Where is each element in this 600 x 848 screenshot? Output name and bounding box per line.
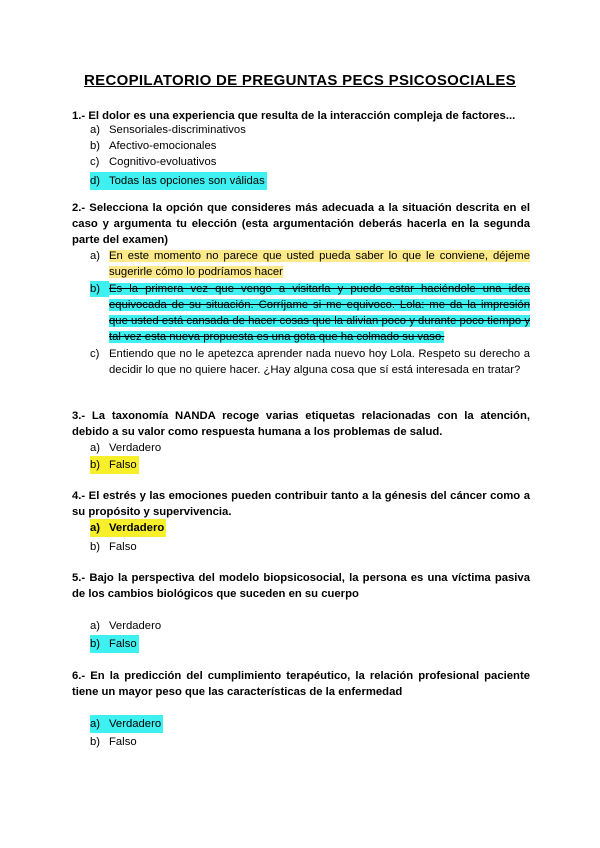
option-1b: b) Afectivo-emocionales <box>90 140 217 152</box>
option-4b: b) Falso <box>90 541 137 553</box>
answer-highlight: b) Falso <box>90 635 139 653</box>
option-1c: c) Cognitivo-evoluativos <box>90 156 217 168</box>
option-2c: c) Entiendo que no le apetezca aprender nada nuevo hoy Lola. Respeto su derecho a decidir lo que no quiere hacer. ¿Hay alguna cosa que sí está interesada en tratar? <box>90 348 530 376</box>
partial-highlight: En este momento no parece que usted pueda saber lo que le conviene, déjeme sugerirle cómo lo podríamos hacer <box>109 250 530 278</box>
answer-highlight: Es la primera vez que vengo a visitarla y puedo estar haciéndole una idea equivocada de su situación. Corríjame si me equivoco. Lola: me da la impresión que usted está cansada de hacer cosas que la alivian poco y durante poco tiempo y tal vez esta nueva propuesta es una gota que ha colmado su vaso. <box>109 283 530 343</box>
question-1-options <box>90 122 530 190</box>
question-6: 6.- En la predicción del cumplimiento terapéutico, la relación profesional paciente tiene un mayor peso que las características de la enfermedad <box>72 670 530 698</box>
option-1a: a) Sensoriales-discriminativos <box>90 124 246 136</box>
option-3b <box>90 456 530 474</box>
option-1d <box>90 172 530 190</box>
option-4a <box>90 519 530 537</box>
answer-highlight: b) Falso <box>90 456 139 474</box>
option-6a <box>90 715 530 733</box>
option-5b <box>90 635 530 653</box>
question-3-options <box>90 440 530 474</box>
question-3: 3.- La taxonomía NANDA recoge varias etiquetas relacionadas con la atención, debido a su valor como respuesta humana a los problemas de salud. <box>72 410 530 438</box>
option-2a: a) En este momento no parece que usted pueda saber lo que le conviene, déjeme sugerirle cómo lo podríamos hacer <box>90 250 530 278</box>
page-title: RECOPILATORIO DE PREGUNTAS PECS PSICOSOCIALES <box>84 72 516 89</box>
option-6b: b) Falso <box>90 736 137 748</box>
answer-highlight: a) Verdadero <box>90 715 163 733</box>
answer-highlight: a) Verdadero <box>90 519 166 537</box>
question-5: 5.- Bajo la perspectiva del modelo biopsicosocial, la persona es una víctima pasiva de los cambios biológicos que suceden en su cuerpo <box>72 572 530 600</box>
option-2b: b) Es la primera vez que vengo a visitarla y puedo estar haciéndole una idea equivocada de su situación. Corríjame si me equivoco. Lola: me da la impresión que usted está cansada de hacer cosas que la alivian poco y durante poco tiempo y tal vez esta nueva propuesta es una gota que ha colmado su vaso. <box>90 283 530 343</box>
answer-highlight: d) Todas las opciones son válidas <box>90 172 267 190</box>
option-5a: a) Verdadero <box>90 620 162 632</box>
question-6-options <box>90 715 530 750</box>
option-3a: a) Verdadero <box>90 442 162 454</box>
question-2: 2.- Selecciona la opción que consideres más adecuada a la situación descrita en el caso y argumenta tu elección (esta argumentación deberás hacerla en la segunda parte del examen) <box>72 202 530 246</box>
question-1: 1.- El dolor es una experiencia que resulta de la interacción compleja de factores... <box>72 110 516 122</box>
question-5-options <box>90 618 530 653</box>
question-4: 4.- El estrés y las emociones pueden contribuir tanto a la génesis del cáncer como a su propósito y supervivencia. <box>72 490 530 518</box>
question-4-options <box>90 519 530 555</box>
question-2-options <box>90 248 530 378</box>
